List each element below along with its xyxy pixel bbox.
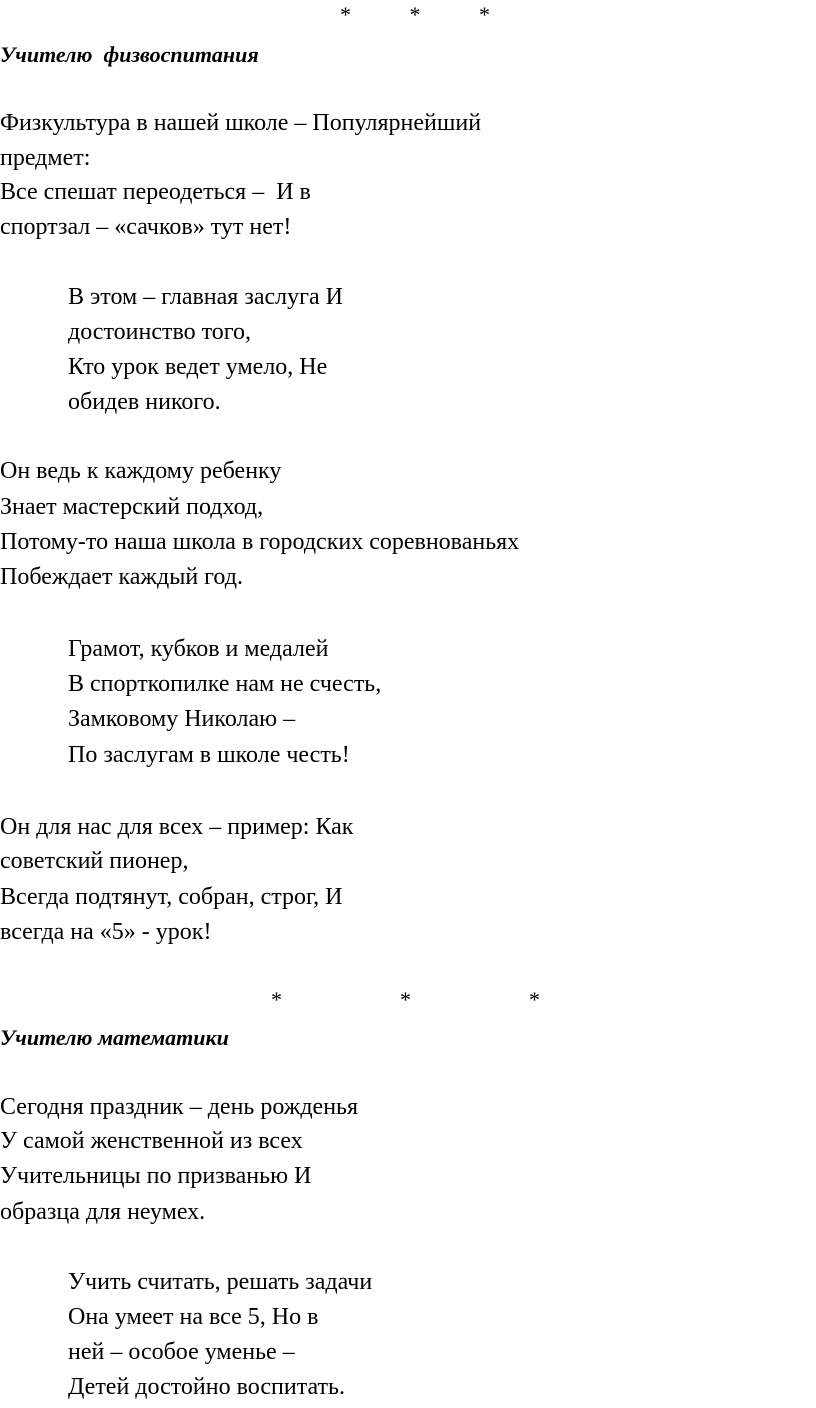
- poem-line: Детей достойно воспитать.: [68, 1374, 345, 1400]
- poem-line: Все спешат переодеться – И в: [0, 179, 311, 205]
- poem-title: Учителю математики: [0, 1025, 229, 1050]
- poem-line: советский пионер,: [0, 848, 189, 874]
- poem-line: Всегда подтянут, собран, строг, И: [0, 884, 343, 910]
- section-separator: * * *: [340, 2, 490, 27]
- poem-line: Он ведь к каждому ребенку: [0, 458, 282, 484]
- poem-line: ней – особое уменье –: [68, 1339, 295, 1365]
- poem-line: Грамот, кубков и медалей: [68, 636, 329, 662]
- poem-line: Сегодня праздник – день рожденья: [0, 1094, 359, 1120]
- poem-line: Учительницы по призванью И: [0, 1163, 312, 1189]
- poem-line: Знает мастерский подход,: [0, 494, 264, 520]
- poem-line: Физкультура в нашей школе – Популярнейший: [0, 110, 482, 136]
- poem-line: обидев никого.: [68, 389, 221, 415]
- poem-title: Учителю физвоспитания: [0, 42, 259, 67]
- section-separator: * * *: [271, 987, 540, 1012]
- poem-line: спортзал – «сачков» тут нет!: [0, 214, 292, 240]
- poem-line: достоинство того,: [68, 319, 252, 345]
- poem-line: По заслугам в школе честь!: [68, 742, 350, 768]
- poem-line: Она умеет на все 5, Но в: [68, 1304, 319, 1330]
- poem-line: предмет:: [0, 145, 91, 171]
- poem-line: Замковому Николаю –: [68, 706, 296, 732]
- poem-line: В этом – главная заслуга И: [68, 284, 343, 310]
- poem-line: всегда на «5» - урок!: [0, 919, 212, 945]
- poem-line: Он для нас для всех – пример: Как: [0, 814, 354, 840]
- poem-line: Побеждает каждый год.: [0, 564, 243, 590]
- poem-line: образца для неумех.: [0, 1199, 206, 1225]
- poem-line: У самой женственной из всех: [0, 1128, 303, 1154]
- poem-line: Потому-то наша школа в городских соревнованьях: [0, 529, 520, 555]
- poem-line: В спорткопилке нам не счесть,: [68, 671, 382, 697]
- poem-line: Учить считать, решать задачи: [68, 1269, 373, 1295]
- poem-line: Кто урок ведет умело, Не: [68, 354, 328, 380]
